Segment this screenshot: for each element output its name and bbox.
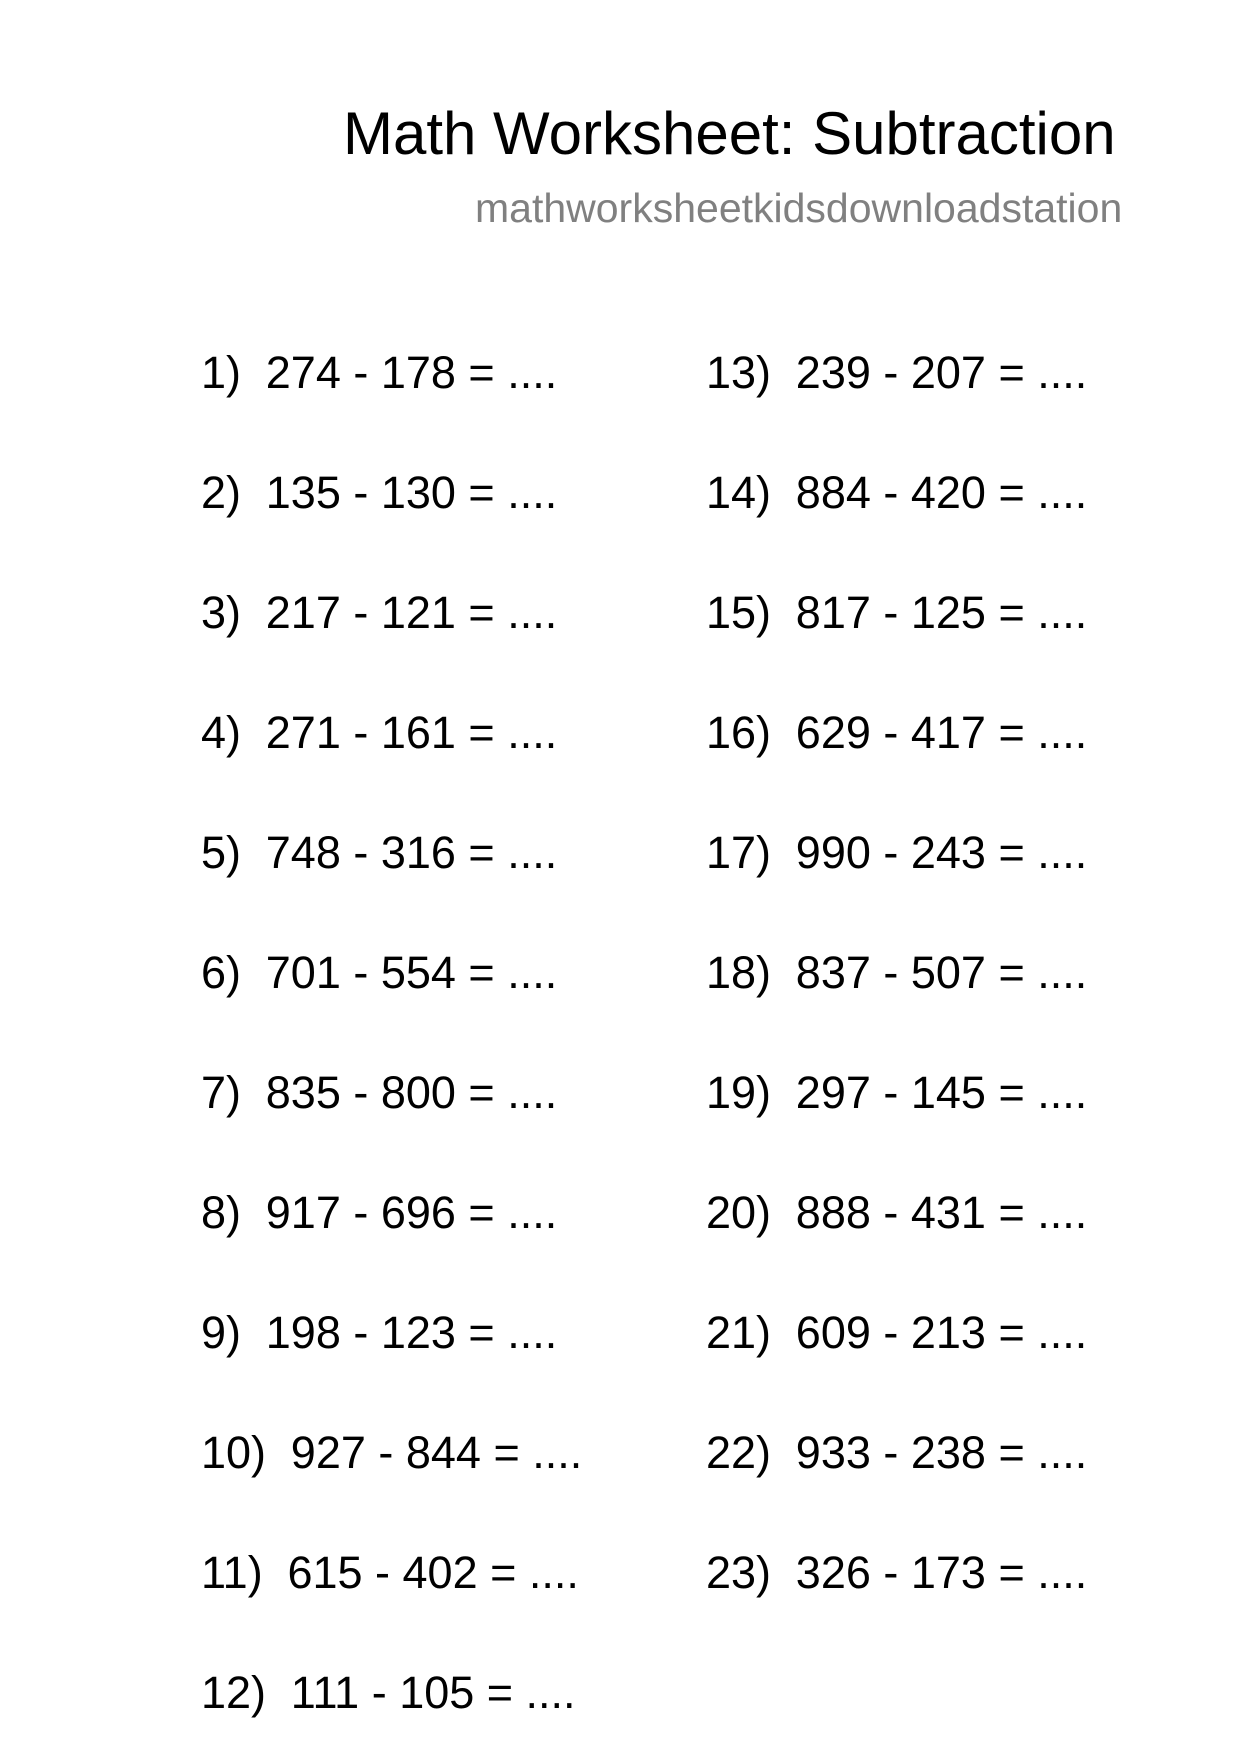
problem-number: 14) <box>706 467 772 518</box>
problem-expression: 609 - 213 = .... <box>795 1307 1088 1358</box>
problem-number: 20) <box>706 1187 772 1238</box>
problem-expression: 835 - 800 = .... <box>265 1067 558 1118</box>
problem-expression: 629 - 417 = .... <box>795 707 1088 758</box>
problem-11 <box>201 1546 579 1600</box>
problem-20 <box>706 1186 1087 1240</box>
problem-expression: 135 - 130 = .... <box>265 467 558 518</box>
problem-22 <box>706 1426 1087 1480</box>
problem-expression: 990 - 243 = .... <box>795 827 1088 878</box>
problem-expression: 217 - 121 = .... <box>265 587 558 638</box>
problem-21 <box>706 1306 1087 1360</box>
problem-expression: 817 - 125 = .... <box>795 587 1088 638</box>
problem-number: 8) <box>201 1187 242 1238</box>
problem-number: 4) <box>201 707 242 758</box>
problem-number: 1) <box>201 347 242 398</box>
problem-expression: 884 - 420 = .... <box>795 467 1088 518</box>
problem-17 <box>706 826 1087 880</box>
problem-19 <box>706 1066 1087 1120</box>
problem-number: 9) <box>201 1307 242 1358</box>
problem-number: 18) <box>706 947 772 998</box>
problem-7 <box>201 1066 557 1120</box>
page-subtitle: mathworksheetkidsdownloadstation <box>475 185 1123 231</box>
problem-expression: 326 - 173 = .... <box>795 1547 1088 1598</box>
problem-10 <box>201 1426 582 1480</box>
problem-number: 17) <box>706 827 772 878</box>
problem-number: 19) <box>706 1067 772 1118</box>
problem-number: 5) <box>201 827 242 878</box>
problem-15 <box>706 586 1087 640</box>
problem-number: 23) <box>706 1547 772 1598</box>
problem-23 <box>706 1546 1087 1600</box>
problem-18 <box>706 946 1087 1000</box>
problem-number: 12) <box>201 1667 267 1718</box>
problem-expression: 615 - 402 = .... <box>287 1547 579 1598</box>
problem-number: 21) <box>706 1307 772 1358</box>
problem-number: 16) <box>706 707 772 758</box>
problem-4 <box>201 706 557 760</box>
problem-expression: 933 - 238 = .... <box>795 1427 1088 1478</box>
problem-12 <box>201 1666 576 1720</box>
problem-5 <box>201 826 557 880</box>
problem-number: 10) <box>201 1427 267 1478</box>
problem-2 <box>201 466 557 520</box>
problem-number: 2) <box>201 467 242 518</box>
problem-expression: 927 - 844 = .... <box>290 1427 583 1478</box>
problem-number: 15) <box>706 587 772 638</box>
problem-expression: 917 - 696 = .... <box>265 1187 558 1238</box>
problem-number: 7) <box>201 1067 242 1118</box>
page-title: Math Worksheet: Subtraction <box>343 100 1116 167</box>
problem-14 <box>706 466 1087 520</box>
problem-1 <box>201 346 557 400</box>
problem-16 <box>706 706 1087 760</box>
problem-number: 6) <box>201 947 242 998</box>
problem-number: 11) <box>201 1547 263 1598</box>
problem-expression: 239 - 207 = .... <box>795 347 1088 398</box>
problem-8 <box>201 1186 557 1240</box>
problem-13 <box>706 346 1087 400</box>
problem-9 <box>201 1306 557 1360</box>
problem-expression: 271 - 161 = .... <box>265 707 558 758</box>
problem-expression: 701 - 554 = .... <box>265 947 558 998</box>
problem-expression: 274 - 178 = .... <box>265 347 558 398</box>
problem-expression: 837 - 507 = .... <box>795 947 1088 998</box>
problem-6 <box>201 946 557 1000</box>
problem-expression: 888 - 431 = .... <box>795 1187 1088 1238</box>
problem-number: 13) <box>706 347 772 398</box>
problem-expression: 111 - 105 = .... <box>290 1667 576 1718</box>
problem-expression: 198 - 123 = .... <box>265 1307 558 1358</box>
problem-expression: 748 - 316 = .... <box>265 827 558 878</box>
problem-expression: 297 - 145 = .... <box>795 1067 1088 1118</box>
problem-3 <box>201 586 557 640</box>
problem-number: 22) <box>706 1427 772 1478</box>
problem-number: 3) <box>201 587 242 638</box>
